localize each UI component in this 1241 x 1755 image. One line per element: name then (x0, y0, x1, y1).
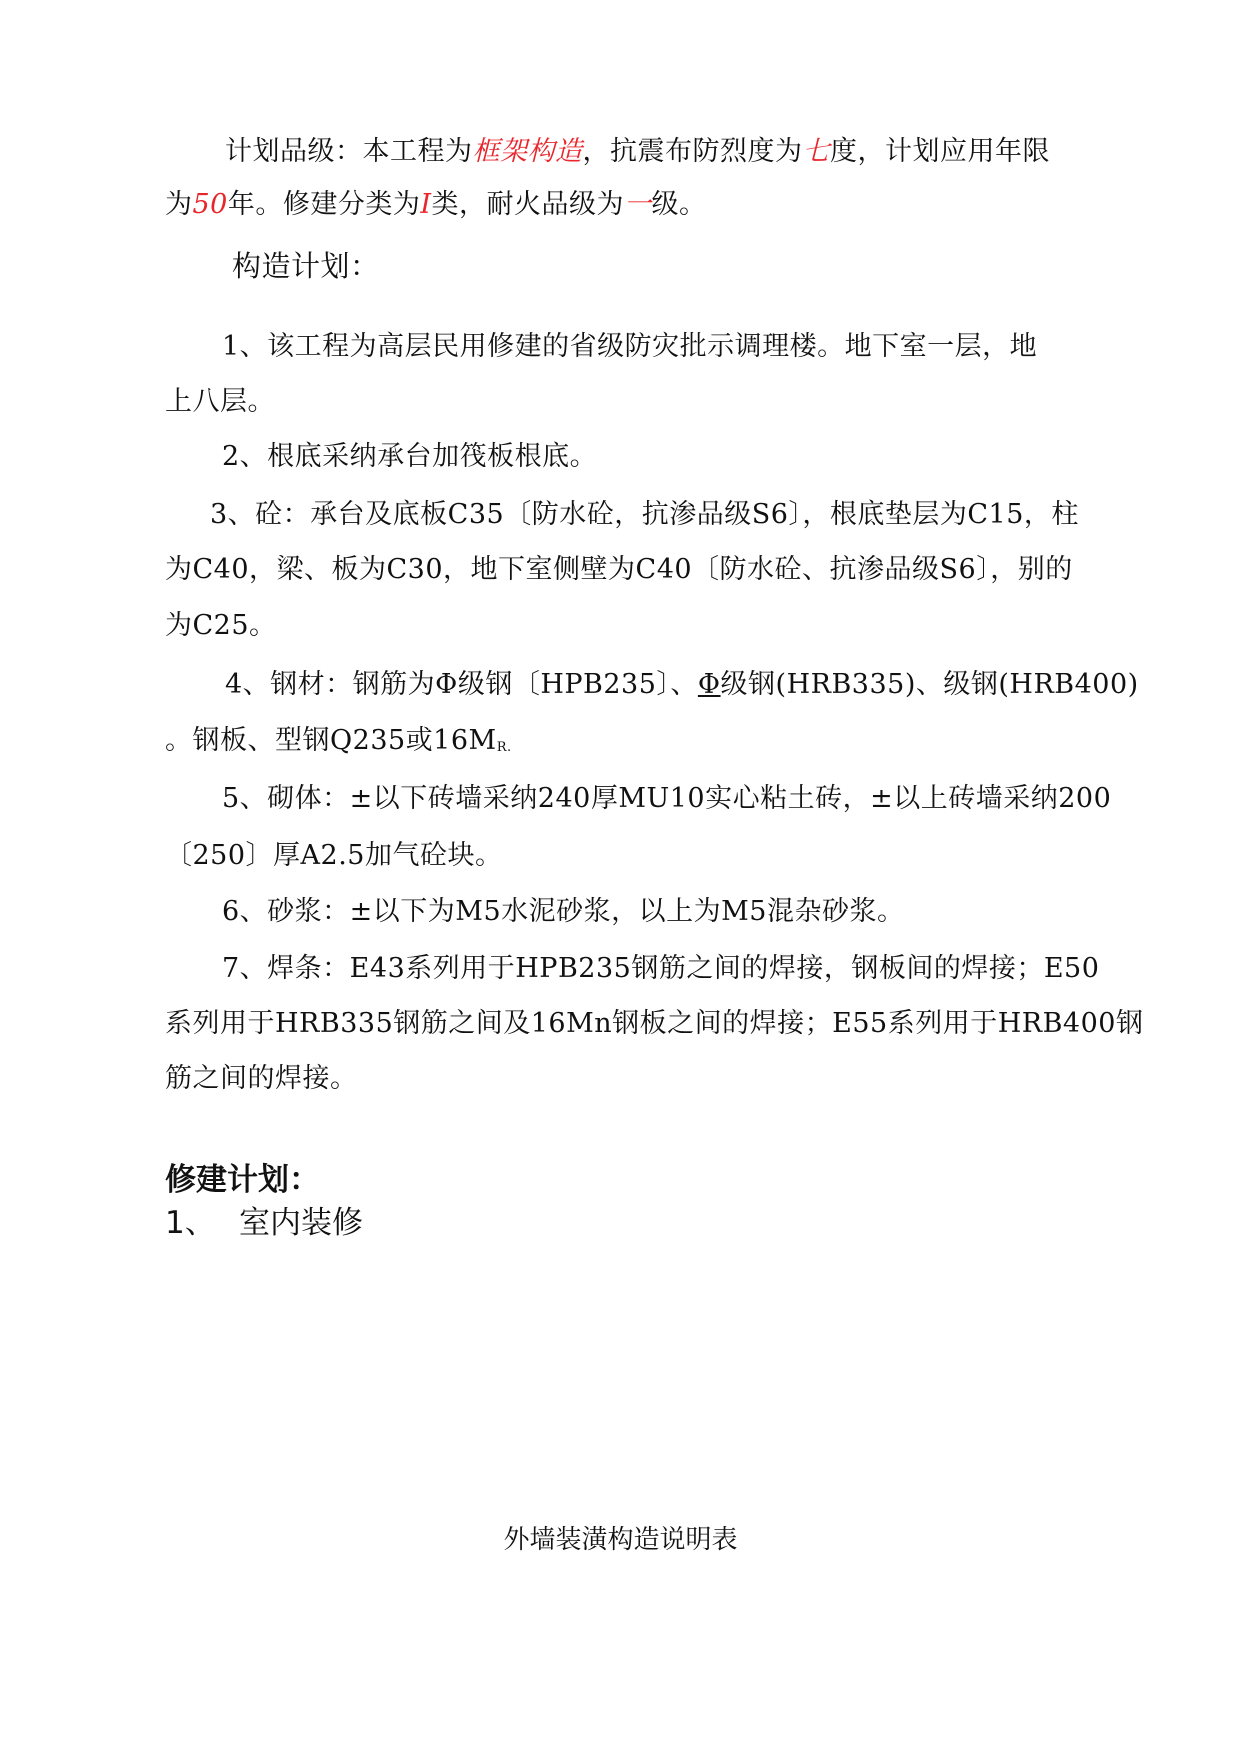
item-3-line-1: 3、砼：承台及底板C35〔防水砼，抗渗品级S6〕，根底垫层为C15，柱 (210, 499, 1079, 530)
structure-plan-title: 构造计划： (232, 249, 380, 283)
item-6-line-1: 6、砂浆：±以下为M5水泥砂浆，以上为M5混杂砂浆。 (222, 896, 905, 927)
item-4-line-2: 。钢板、型钢Q235或16MR. (165, 725, 512, 756)
item-5-line-2: 〔250〕厚A2.5加气砼块。 (165, 840, 503, 871)
section-1-heading (165, 1201, 363, 1245)
construction-plan-title: 修建计划： (165, 1162, 320, 1198)
design-level-line-1: 计划品级：本工程为框架构造，抗震布防烈度为七度，计划应用年限 (225, 136, 1050, 167)
building-category: I (420, 189, 432, 220)
table-caption: 外墙装潢构造说明表 (503, 1525, 738, 1555)
item-7-line-1: 7、焊条：E43系列用于HPB235钢筋之间的焊接，钢板间的焊接；E50 (222, 953, 1100, 984)
item-3-line-3: 为C25。 (165, 610, 277, 641)
design-level-line-2: 为50年。修建分类为I类，耐火品级为一级。 (165, 189, 707, 220)
item-1-line-2: 上八层。 (165, 386, 275, 417)
phi-symbol: Φ (697, 669, 721, 700)
item-3-line-2: 为C40，梁、板为C30，地下室侧壁为C40〔防水砼、抗渗品级S6〕，别的 (165, 554, 1073, 585)
item-5-line-1: 5、砌体：±以下砖墙采纳240厚MU10实心粘土砖，±以上砖墙采纳200 (222, 783, 1112, 814)
structure-type: 框架构造 (472, 136, 583, 167)
item-4-line-1: 4、钢材：钢筋为Φ级钢〔HPB235〕、Φ级钢(HRB335)、级钢(HRB400) (225, 669, 1139, 700)
fire-grade: 一 (624, 189, 652, 220)
seismic-intensity: 七 (802, 136, 830, 167)
item-2-line-1: 2、根底采纳承台加筏板根底。 (222, 441, 598, 472)
section-1-number: 1、 (165, 1205, 216, 1241)
section-1-title: 室内装修 (239, 1205, 363, 1241)
item-1-line-1: 1、该工程为高层民用修建的省级防灾批示调理楼。地下室一层，地 (222, 331, 1038, 362)
service-years: 50 (192, 189, 228, 220)
item-7-line-2: 系列用于HRB335钢筋之间及16Mn钢板之间的焊接；E55系列用于HRB400钢 (165, 1008, 1144, 1039)
subscript-r: R (496, 740, 507, 755)
item-7-line-3: 筋之间的焊接。 (165, 1063, 358, 1094)
